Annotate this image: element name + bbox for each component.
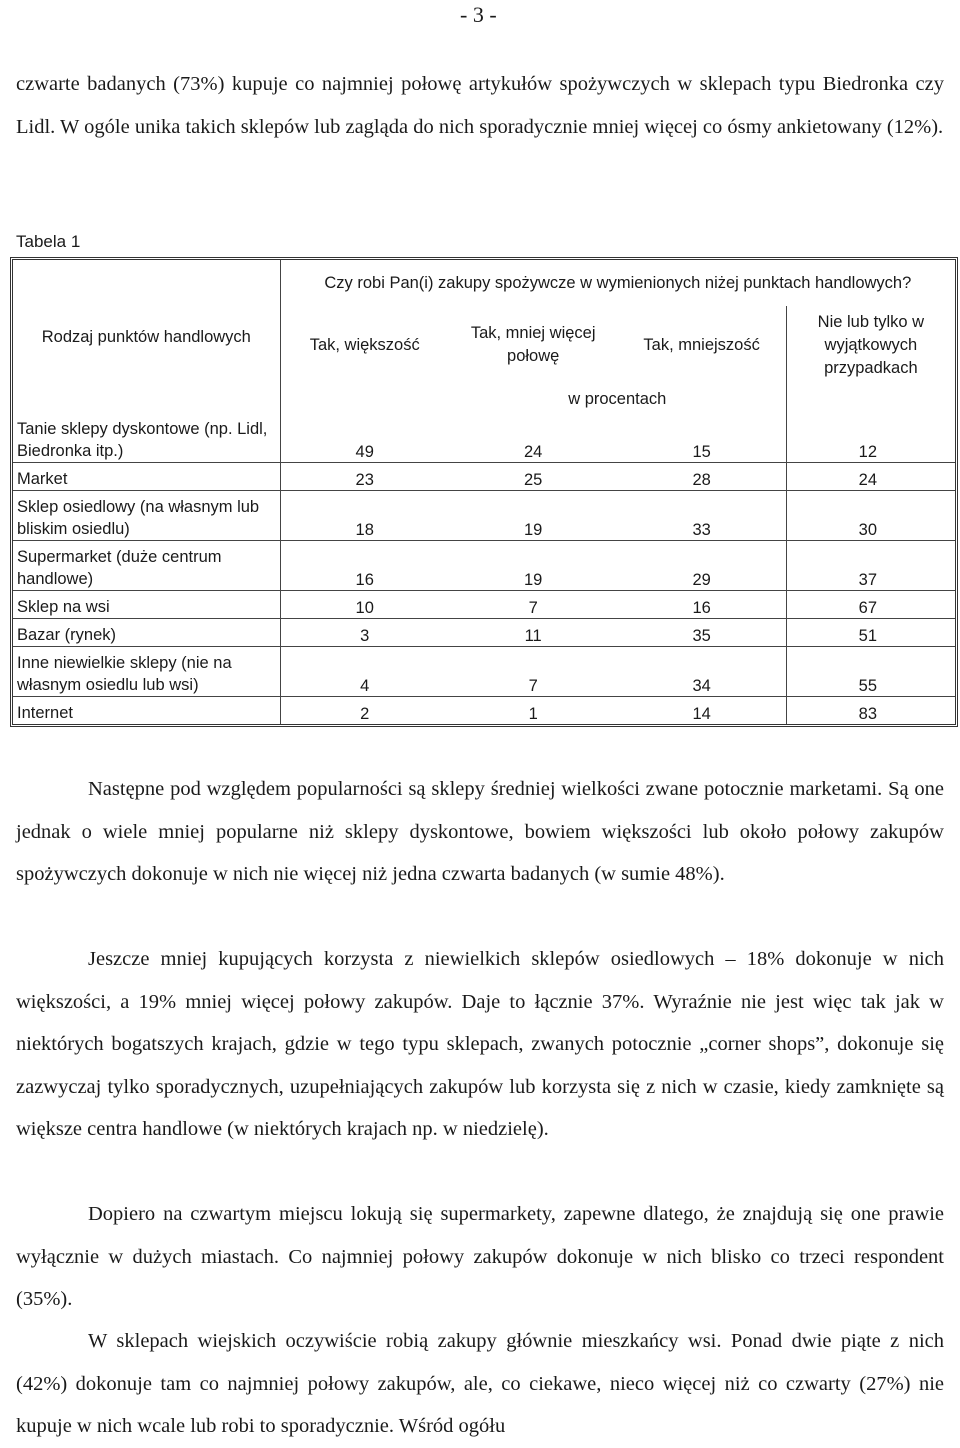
- body-paragraph: Następne pod względem popularności są sklepy średniej wielkości zwane potocznie marketami. Są one jednak o wiele mniej popularne niż sklepy dyskontowe, bowiem większości lub około połowy zakupów spożywczych dokonuje w nich nie więcej niż jedna czwarta badanych (w sumie 48%).: [16, 778, 944, 885]
- value-cell: 55: [786, 646, 955, 696]
- table-row: [13, 618, 955, 646]
- table-row: [13, 414, 955, 462]
- body-paragraph: Jeszcze mniej kupujących korzysta z niewielkich sklepów osiedlowych – 18% dokonuje w nich większości, a 19% mniej więcej połowy zakupów. Daje to łącznie 37%. Wyraźnie nie jest więc tak jak w niektórych bogatszych krajach, gdzie w tego typu sklepach, zwanych potocznie „corner shops”, dokonuje się zazwyczaj tylko sporadycznych, uzupełniających zakupów lub korzysta się z nich w czasie, kiedy zamknięte są większe centra handlowe (w niektórych krajach np. w niedzielę).: [16, 948, 944, 1140]
- page-number: - 3 -: [460, 2, 497, 27]
- value-cell: 19: [449, 540, 618, 590]
- results-table: [10, 257, 958, 727]
- value-cell: 14: [618, 696, 787, 724]
- value-cell: 16: [618, 590, 787, 618]
- value-cell: 29: [618, 540, 787, 590]
- value-cell: 3: [280, 618, 449, 646]
- table-row: [13, 490, 955, 540]
- value-cell: 2: [280, 696, 449, 724]
- value-cell: 10: [280, 590, 449, 618]
- unit-label: w procentach: [568, 389, 667, 408]
- value-cell: 24: [524, 442, 543, 461]
- row-label: Internet: [13, 696, 280, 724]
- value-cell: 35: [618, 618, 787, 646]
- body-paragraph: Dopiero na czwartym miejscu lokują się supermarkety, zapewne dlatego, że znajdują się one prawie wyłącznie w dużych miastach. Co najmniej połowy zakupów dokonuje w nich blisko co trzeci respondent (35%).: [16, 1203, 944, 1310]
- value-cell: 18: [280, 490, 449, 540]
- option-header-half: Tak, mniej więcej połowę: [470, 324, 596, 365]
- value-cell: 24: [786, 462, 955, 490]
- intro-paragraph: czwarte badanych (73%) kupuje co najmniej połowę artykułów spożywczych w sklepach typu Biedronka czy Lidl. W ogóle unika takich sklepów lub zagląda do nich sporadycznie mniej więcej co ósmy ankietowany (12%).: [16, 73, 944, 138]
- option-header-minority: Tak, mniejszość: [643, 335, 760, 354]
- table-caption: Tabela 1: [16, 232, 81, 251]
- row-label: Sklep na wsi: [13, 590, 280, 618]
- value-cell: 30: [786, 490, 955, 540]
- value-cell: 49: [280, 414, 449, 462]
- column-header-type: Rodzaj punktów handlowych: [41, 327, 251, 346]
- value-cell: 15: [692, 442, 711, 461]
- row-label: Tanie sklepy dyskontowe (np. Lidl, Biedronka itp.): [17, 419, 268, 460]
- value-cell: 16: [280, 540, 449, 590]
- value-cell: 23: [280, 462, 449, 490]
- value-cell: 37: [786, 540, 955, 590]
- table-row: [13, 540, 955, 590]
- value-cell: 33: [618, 490, 787, 540]
- table-row: [13, 696, 955, 724]
- value-cell: 7: [449, 590, 618, 618]
- table-row: [13, 462, 955, 490]
- body-paragraph: W sklepach wiejskich oczywiście robią zakupy głównie mieszkańcy wsi. Ponad dwie piąte z nich (42%) dokonuje tam co najmniej połowy zakupów, ale, co ciekawe, nieco więcej niż co czwarty (27%) nie kupuje w nich wcale lub robi to sporadycznie. Wśród ogółu: [16, 1330, 944, 1437]
- row-label: Sklep osiedlowy (na własnym lub bliskim osiedlu): [13, 490, 280, 540]
- option-header-none: Nie lub tylko w wyjątkowych przypadkach: [786, 306, 955, 384]
- row-label: Bazar (rynek): [13, 618, 280, 646]
- value-cell: 7: [449, 646, 618, 696]
- table-row: [13, 646, 955, 696]
- value-cell: 67: [786, 590, 955, 618]
- value-cell: 12: [786, 414, 955, 462]
- value-cell: 11: [449, 618, 618, 646]
- value-cell: 19: [449, 490, 618, 540]
- value-cell: 28: [618, 462, 787, 490]
- row-label: Supermarket (duże centrum handlowe): [13, 540, 280, 590]
- table-row: [13, 590, 955, 618]
- question-header: Czy robi Pan(i) zakupy spożywcze w wymienionych niżej punktach handlowych?: [280, 260, 955, 306]
- value-cell: 83: [786, 696, 955, 724]
- row-label: Market: [13, 462, 280, 490]
- value-cell: 51: [786, 618, 955, 646]
- value-cell: 25: [449, 462, 618, 490]
- value-cell: 34: [618, 646, 787, 696]
- row-label: Inne niewielkie sklepy (nie na własnym osiedlu lub wsi): [13, 646, 280, 696]
- option-header-most: Tak, większość: [280, 306, 449, 384]
- value-cell: 4: [280, 646, 449, 696]
- value-cell: 1: [449, 696, 618, 724]
